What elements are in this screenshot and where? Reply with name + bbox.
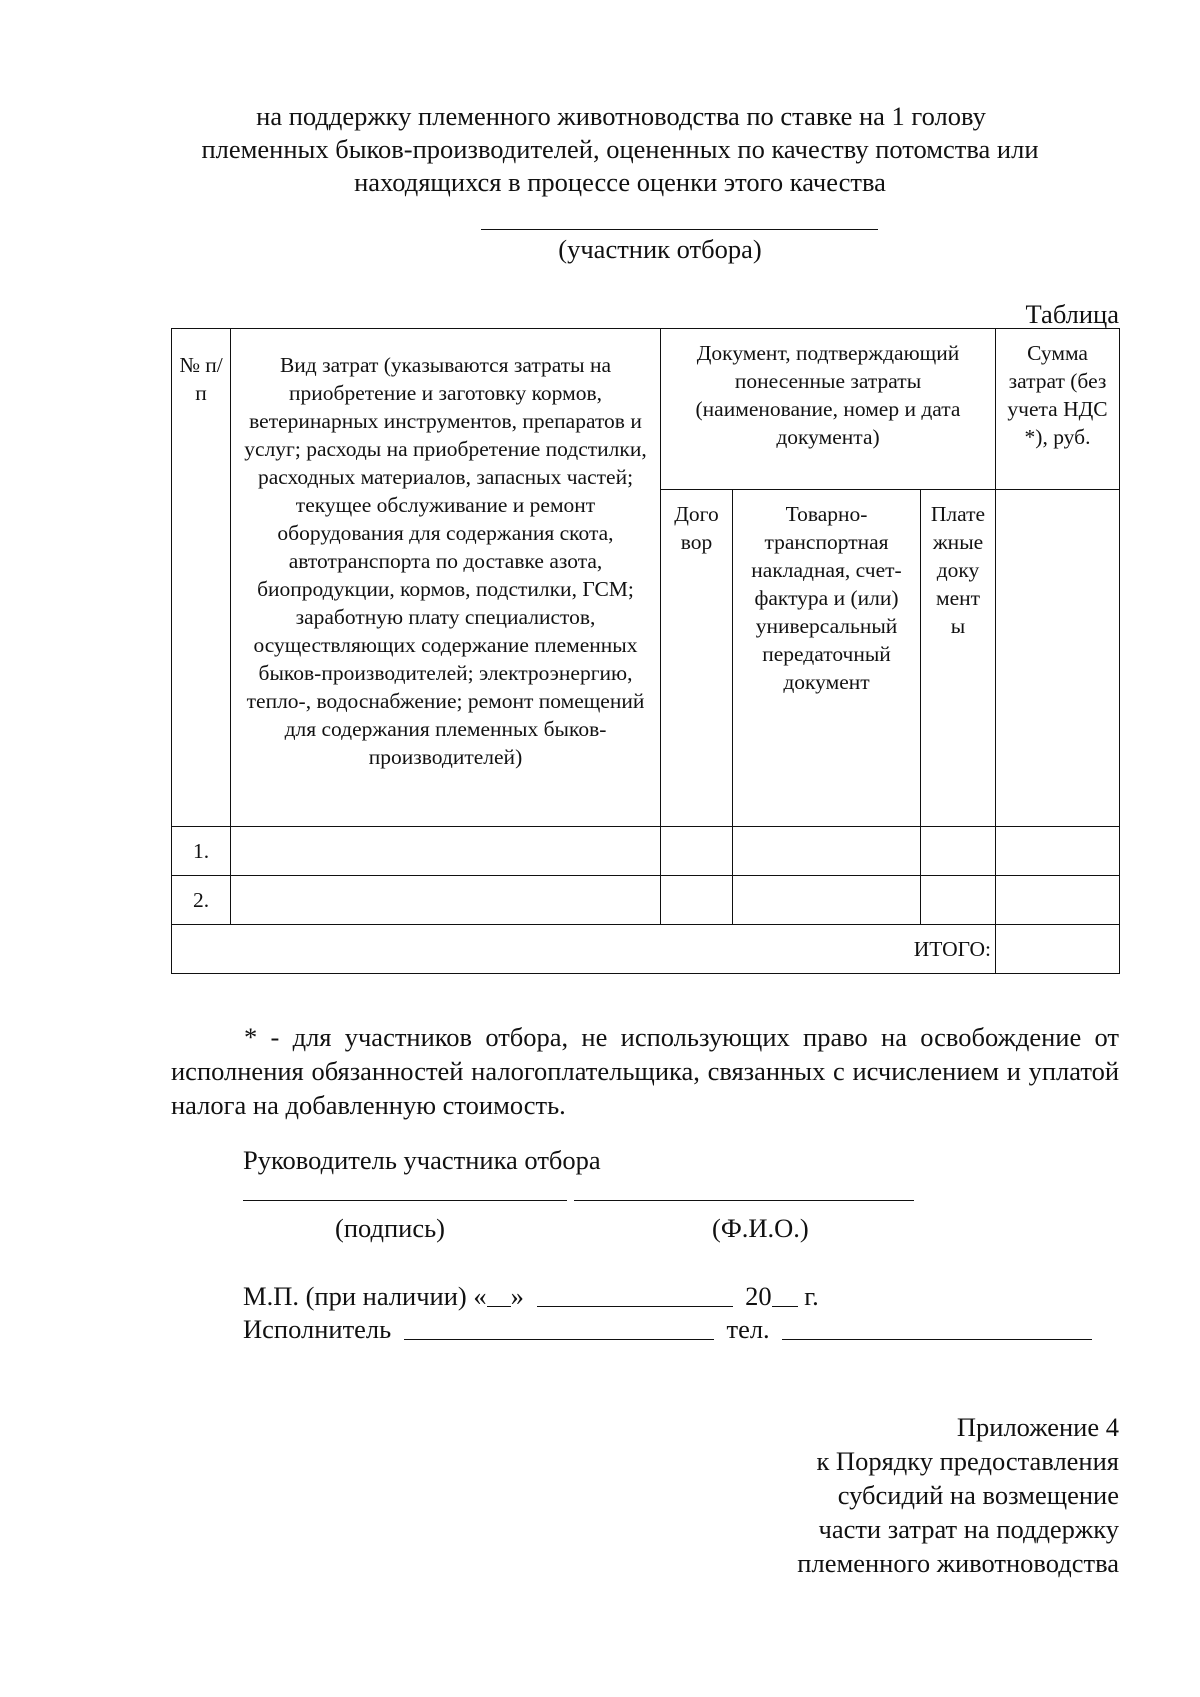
name-caption: (Ф.И.О.) bbox=[712, 1213, 809, 1243]
table-row bbox=[172, 876, 1120, 925]
phone-input[interactable] bbox=[782, 1317, 1092, 1340]
costs-table bbox=[171, 328, 1120, 974]
appendix-block bbox=[797, 1410, 1119, 1580]
executor-input[interactable] bbox=[404, 1317, 714, 1340]
seal-date-line bbox=[243, 1281, 819, 1312]
header-waybill: Товарно-транспортная накладная, счет-фактура и (или) универсальный передаточный документ bbox=[733, 490, 921, 827]
header-num: № п/п bbox=[172, 329, 231, 827]
header-contract: Дого вор bbox=[661, 490, 733, 827]
header-payment: Плате жные доку мент ы bbox=[921, 490, 996, 827]
title-line-3: находящихся в процессе оценки этого качества bbox=[354, 167, 886, 197]
header-sum-blank bbox=[996, 490, 1120, 827]
name-line[interactable] bbox=[574, 1200, 914, 1201]
header-cost-type: Вид затрат (указываются затраты на приобретение и заготовку кормов, ветеринарных инструментов, препаратов и услуг; расходы на приобретение подстилки, расходных материалов, запасных частей; текущее обслуживание и ремонт оборудования для содержания скота, автотранспорта по доставке азота, биопродукции, кормов, подстилки, ГСМ; заработную плату специалистов, осуществляющих содержание племенных быков-производителей; электроэнергию, тепло-, водоснабжение; ремонт помещений для содержания племенных быков-производителей) bbox=[231, 329, 661, 827]
footnote-text: * - для участников отбора, не использующих право на освобождение от исполнения обязанностей налогоплательщика, связанных с исчислением и уплатой налога на добавленную стоимость. bbox=[171, 1022, 1119, 1120]
day-input[interactable] bbox=[487, 1284, 511, 1307]
executor-line bbox=[243, 1314, 1092, 1345]
appendix-line-1: Приложение 4 bbox=[956, 1412, 1119, 1442]
cell-payment[interactable] bbox=[921, 827, 996, 876]
appendix-line-2: к Порядку предоставления bbox=[816, 1446, 1119, 1476]
appendix-line-5: племенного животноводства bbox=[797, 1548, 1119, 1578]
total-sum-cell[interactable] bbox=[996, 925, 1120, 974]
head-label: Руководитель участника отбора bbox=[243, 1145, 601, 1175]
year-suffix: г. bbox=[804, 1281, 819, 1311]
seal-quote-close: » bbox=[510, 1281, 524, 1311]
table-row bbox=[172, 827, 1120, 876]
cell-contract[interactable] bbox=[661, 876, 733, 925]
total-row bbox=[172, 925, 1120, 974]
signature-line[interactable] bbox=[243, 1200, 567, 1201]
header-sum: Сумма затрат (без учета НДС *), руб. bbox=[996, 329, 1120, 490]
cell-waybill[interactable] bbox=[733, 876, 921, 925]
phone-label: тел. bbox=[726, 1314, 770, 1344]
header-document: Документ, подтверждающий понесенные затраты (наименование, номер и дата документа) bbox=[661, 329, 996, 490]
appendix-line-3: субсидий на возмещение bbox=[837, 1480, 1119, 1510]
signature-caption: (подпись) bbox=[335, 1213, 446, 1243]
year-input[interactable] bbox=[772, 1284, 798, 1307]
total-label: ИТОГО: bbox=[172, 925, 996, 974]
title-line-2: племенных быков-производителей, оцененных по качеству потомства или bbox=[201, 134, 1039, 164]
row-number: 2. bbox=[172, 876, 231, 925]
cell-cost-type[interactable] bbox=[231, 827, 661, 876]
cell-sum[interactable] bbox=[996, 876, 1120, 925]
executor-label: Исполнитель bbox=[243, 1314, 392, 1344]
title-line-1: на поддержку племенного животноводства по ставке на 1 голову bbox=[256, 101, 986, 131]
row-number: 1. bbox=[172, 827, 231, 876]
participant-input-line[interactable] bbox=[481, 229, 878, 230]
cell-contract[interactable] bbox=[661, 827, 733, 876]
document-title bbox=[150, 100, 1090, 199]
table-label: Таблица bbox=[1025, 299, 1119, 329]
footnote bbox=[171, 1020, 1119, 1122]
cell-sum[interactable] bbox=[996, 827, 1120, 876]
year-prefix: 20 bbox=[745, 1281, 772, 1311]
participant-label: (участник отбора) bbox=[558, 234, 762, 264]
cell-payment[interactable] bbox=[921, 876, 996, 925]
cell-cost-type[interactable] bbox=[231, 876, 661, 925]
appendix-line-4: части затрат на поддержку bbox=[818, 1514, 1119, 1544]
month-input[interactable] bbox=[537, 1284, 733, 1307]
cell-waybill[interactable] bbox=[733, 827, 921, 876]
seal-prefix: М.П. (при наличии) « bbox=[243, 1281, 487, 1311]
